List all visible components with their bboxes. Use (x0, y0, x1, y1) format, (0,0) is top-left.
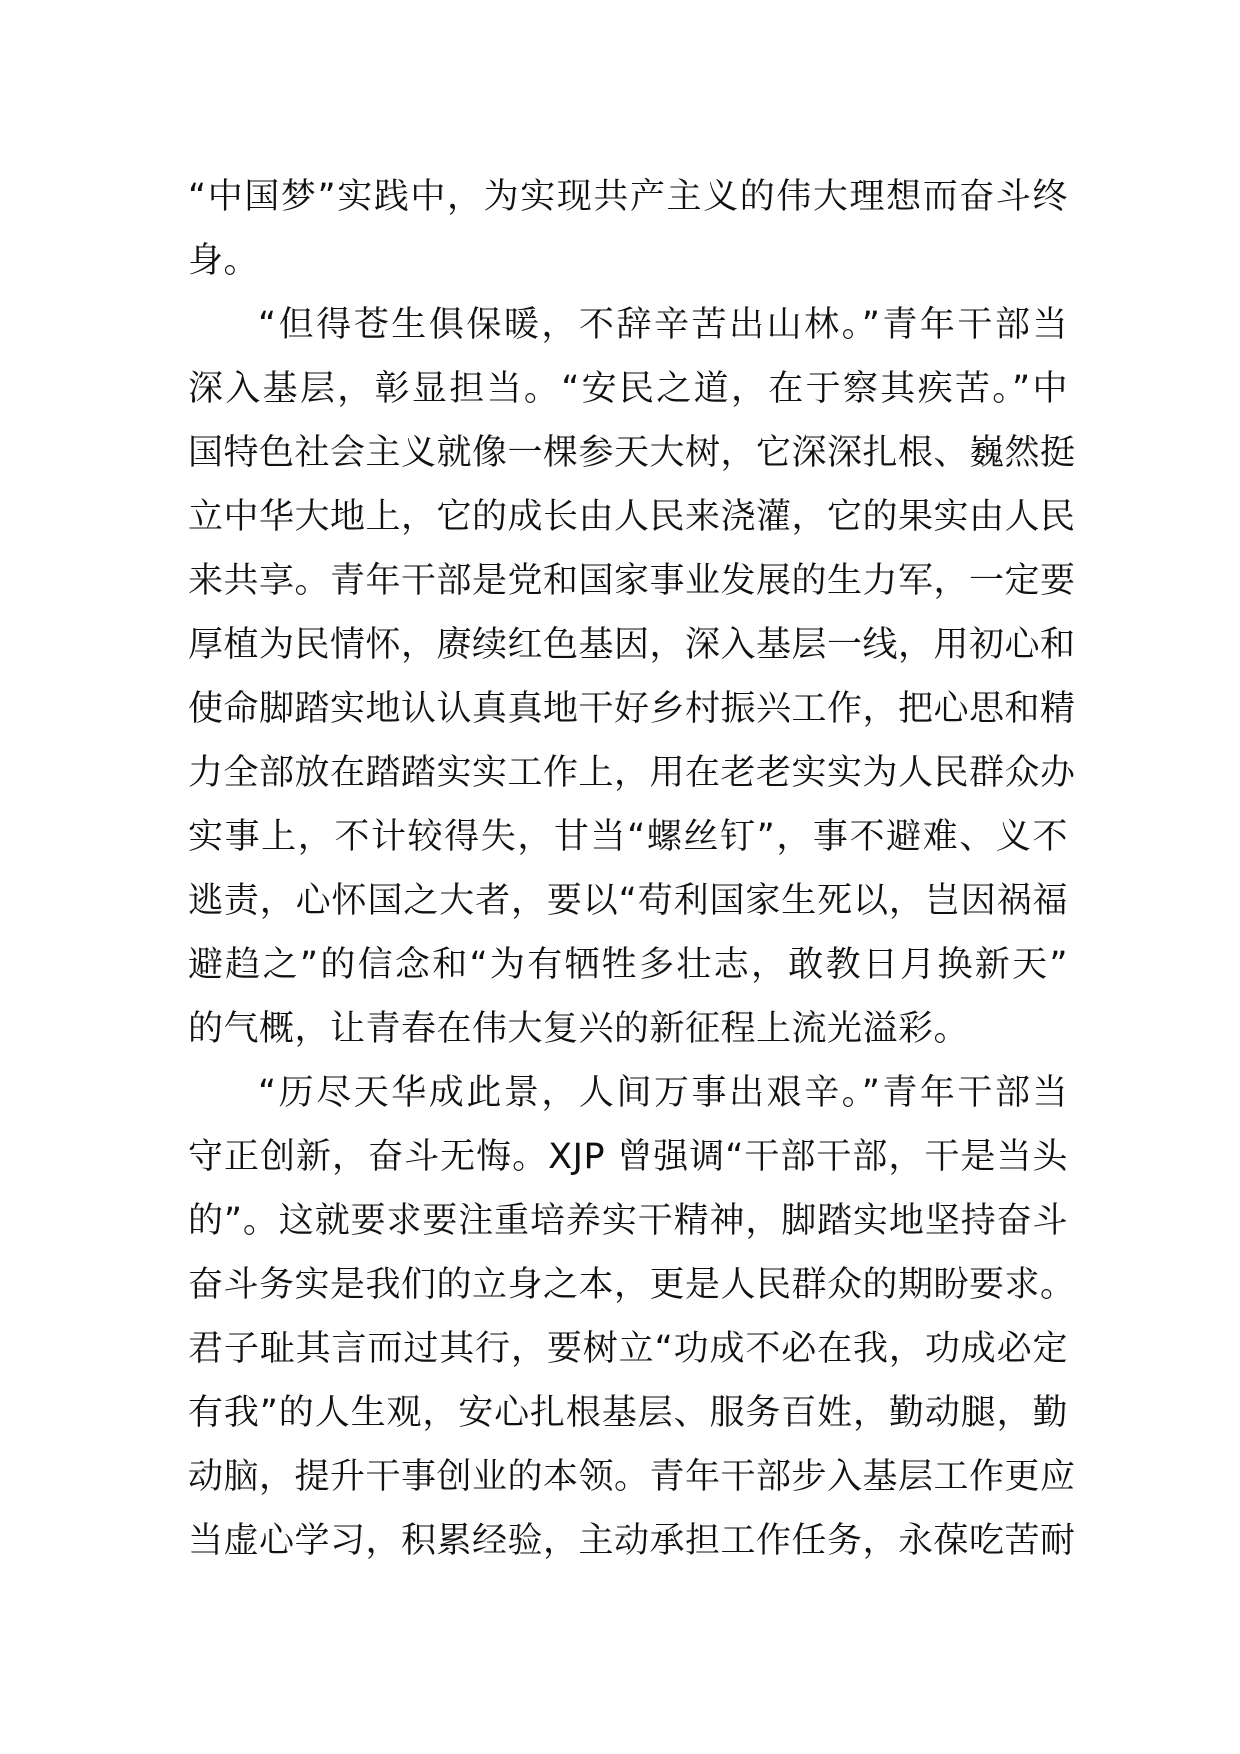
text-line: 君子耻其言而过其行，要树立“功成不必在我，功成必定 (188, 1329, 1068, 1369)
text-line: 避趋之”的信念和“为有牺牲多壮志，敢教日月换新天” (188, 945, 1068, 985)
document-body (188, 165, 1076, 1573)
text-line: 力全部放在踏踏实实工作上，用在老老实实为人民群众办 (188, 753, 1076, 793)
text-line: 守正创新，奋斗无悔。XJP 曾强调“干部干部，干是当头 (188, 1137, 1068, 1177)
text-line: 的气概，让青春在伟大复兴的新征程上流光溢彩。 (188, 1009, 970, 1049)
text-line: 国特色社会主义就像一棵参天大树，它深深扎根、巍然挺 (188, 433, 1076, 473)
text-line: 身。 (188, 241, 260, 281)
text-line: 逃责，心怀国之大者，要以“苟利国家生死以，岂因祸福 (188, 881, 1068, 921)
text-line: 深入基层，彰显担当。“安民之道，在于察其疾苦。”中 (188, 369, 1068, 409)
text-line: 当虚心学习，积累经验，主动承担工作任务，永葆吃苦耐 (188, 1521, 1076, 1561)
text-line: 的”。这就要求要注重培养实干精神，脚踏实地坚持奋斗 (188, 1201, 1068, 1241)
text-line: 来共享。青年干部是党和国家事业发展的生力军，一定要 (188, 561, 1076, 601)
text-line: 有我”的人生观，安心扎根基层、服务百姓，勤动腿，勤 (188, 1393, 1068, 1433)
text-line: 动脑，提升干事创业的本领。青年干部步入基层工作更应 (188, 1457, 1076, 1497)
text-line: 厚植为民情怀，赓续红色基因，深入基层一线，用初心和 (188, 625, 1076, 665)
paragraph-first-line: “历尽天华成此景，人间万事出艰辛。”青年干部当 (258, 1073, 1068, 1113)
text-line: “中国梦”实践中，为实现共产主义的伟大理想而奋斗终 (188, 177, 1068, 217)
text-line: 立中华大地上，它的成长由人民来浇灌，它的果实由人民 (188, 497, 1076, 537)
text-line: 实事上，不计较得失，甘当“螺丝钉”，事不避难、义不 (188, 817, 1068, 857)
text-line: 奋斗务实是我们的立身之本，更是人民群众的期盼要求。 (188, 1265, 1076, 1305)
text-line: 使命脚踏实地认认真真地干好乡村振兴工作，把心思和精 (188, 689, 1076, 729)
paragraph-first-line: “但得苍生俱保暖，不辞辛苦出山林。”青年干部当 (258, 305, 1068, 345)
